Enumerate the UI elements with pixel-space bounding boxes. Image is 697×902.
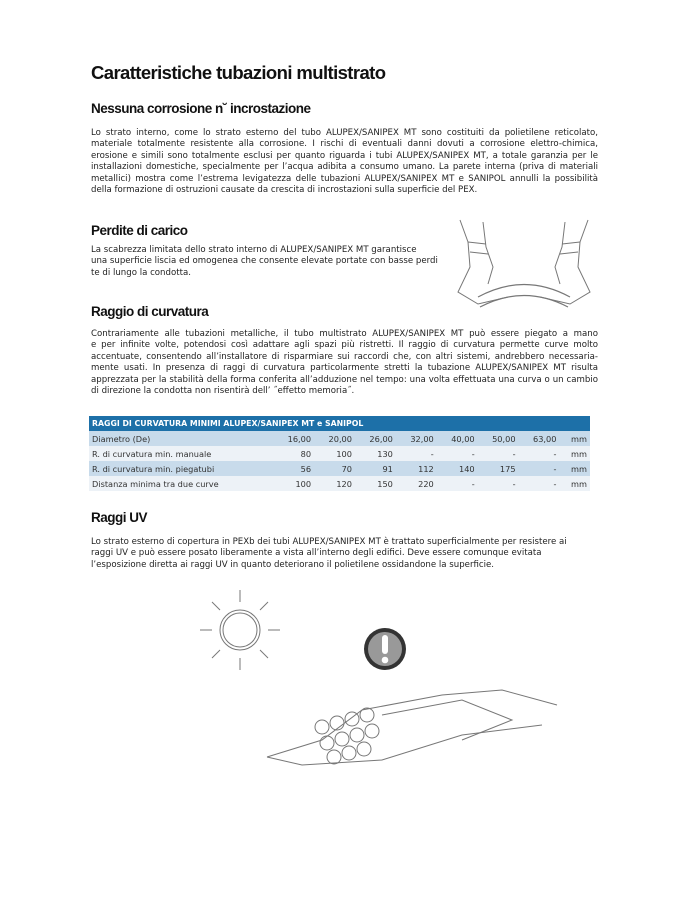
- pipe-end: [315, 720, 329, 734]
- paragraph-uv: [91, 537, 567, 571]
- curvature-table: [89, 416, 590, 491]
- sun-icon: [195, 585, 285, 675]
- table-row: [89, 476, 590, 491]
- table-cell: 175: [478, 461, 519, 476]
- table-cell: 150: [355, 476, 396, 491]
- text-line: una superficie liscia ed omogenea che consente elevate portate con basse perdi: [91, 256, 438, 267]
- table-cell: 140: [437, 461, 478, 476]
- table-cell: 20,00: [314, 431, 355, 446]
- table-row: [89, 461, 590, 476]
- page-title: Caratteristiche tubazioni multistrato: [91, 62, 386, 83]
- pipe-end: [365, 724, 379, 738]
- text-line: della formazione di ostruzioni causate da crescita di incrostazioni sulla superficie del PEX.: [91, 185, 478, 196]
- text-line: materiale totalmente resistente alla corrosione. I rischi di eventuali danni dovuti a corrosione elettro-chimica,: [91, 139, 598, 150]
- text-line: Lo strato esterno di copertura in PEXb dei tubi ALUPEX/SANIPEX MT è trattato superficialmente per resistere ai: [91, 537, 567, 547]
- table-cell: mm: [559, 461, 590, 476]
- table-cell: 32,00: [396, 431, 437, 446]
- table-cell: mm: [559, 476, 590, 491]
- heading-raggio: Raggio di curvatura: [91, 304, 209, 319]
- table-cell: -: [519, 476, 560, 491]
- table-cell: R. di curvatura min. manuale: [89, 446, 273, 461]
- table-cell: 80: [273, 446, 314, 461]
- table-cell: 26,00: [355, 431, 396, 446]
- table-cell: -: [437, 476, 478, 491]
- table-cell: -: [478, 446, 519, 461]
- warning-icon: [362, 626, 408, 672]
- text-line: erosione e simili sono totalmente esclusi per quanto riguarda i tubi ALUPEX/SANIPEX MT, a totale garanzia per le: [91, 150, 598, 161]
- pipes-bundle-illustration: [262, 685, 562, 775]
- table-cell: -: [478, 476, 519, 491]
- table-row: [89, 431, 590, 446]
- table-cell: -: [396, 446, 437, 461]
- table-cell: mm: [559, 446, 590, 461]
- text-line: accentuate, consentendo all’installatore di risparmiare sui raccordi che, con altri sistemi, andrebbero necessaria-: [91, 351, 598, 362]
- table-cell: 100: [314, 446, 355, 461]
- text-line: di direzione la condotta non risentirà dell’ ˝effetto memoria˝.: [91, 386, 355, 397]
- pipe-end: [350, 728, 364, 742]
- table-cell: mm: [559, 431, 590, 446]
- hands-bending-pipe-illustration: [448, 212, 603, 312]
- table-cell: -: [519, 446, 560, 461]
- table-caption: RAGGI DI CURVATURA MINIMI ALUPEX/SANIPEX MT e SANIPOL: [89, 416, 590, 431]
- text-line: Contrariamente alle tubazioni metalliche, il tubo multistrato ALUPEX/SANIPEX MT può essere piegato a mano: [91, 329, 598, 339]
- text-line: installazioni domestiche, specialmente per l’acqua adibita a consumo umano. La parete interna (priva di materiali: [91, 162, 598, 173]
- text-line: raggi UV e può essere posato liberamente a vista all’interno degli edifici. Deve essere comunque evitata: [91, 548, 542, 559]
- pipe-end: [320, 736, 334, 750]
- table-cell: 16,00: [273, 431, 314, 446]
- pipe-end: [357, 742, 371, 756]
- table-cell: Diametro (De): [89, 431, 273, 446]
- table-cell: 50,00: [478, 431, 519, 446]
- paragraph-perdite: [91, 245, 438, 279]
- table-cell: 120: [314, 476, 355, 491]
- table-cell: 220: [396, 476, 437, 491]
- pipe-end: [342, 746, 356, 760]
- table-row: [89, 446, 590, 461]
- table-cell: 56: [273, 461, 314, 476]
- pipe-end: [345, 712, 359, 726]
- table-cell: 112: [396, 461, 437, 476]
- text-line: La scabrezza limitata dello strato interno di ALUPEX/SANIPEX MT garantisce: [91, 245, 417, 255]
- text-line: metallici) mostra come l’estrema levigatezza delle tubazioni ALUPEX/SANIPEX MT e SANIPOL annulli la possibilità: [91, 173, 598, 184]
- table-cell: -: [519, 461, 560, 476]
- table-cell: 130: [355, 446, 396, 461]
- pipe-end: [360, 708, 374, 722]
- heading-corrosione: Nessuna corrosione n˘ incrostazione: [91, 101, 311, 116]
- text-line: Lo strato interno, come lo strato esterno del tubo ALUPEX/SANIPEX MT sono costituiti da polietilene reticolato,: [91, 128, 598, 138]
- table-cell: 91: [355, 461, 396, 476]
- table-cell: -: [437, 446, 478, 461]
- text-line: e per infinite volte, potendosi così adattare agli spazi più ristretti. Il raggio di curvatura permette curve molto: [91, 340, 598, 351]
- table-cell: 40,00: [437, 431, 478, 446]
- text-line: apprezzata per la stabilità della forma conferita all’adduzione nel tempo: una volta effettuata una curva o un cambio: [91, 374, 598, 385]
- heading-perdite: Perdite di carico: [91, 223, 188, 238]
- pipe-end: [327, 750, 341, 764]
- table-cell: 70: [314, 461, 355, 476]
- text-line: mente usati. In presenza di raggi di curvatura particolarmente stretti la tubazione ALUPEX/SANIPEX MT risulta: [91, 363, 598, 374]
- table-cell: R. di curvatura min. piegatubi: [89, 461, 273, 476]
- text-line: te di lungo la condotta.: [91, 267, 191, 278]
- table-cell: 100: [273, 476, 314, 491]
- table-cell: Distanza minima tra due curve: [89, 476, 273, 491]
- text-line: l’esposizione diretta ai raggi UV in quanto deteriorano il polietilene ossidandone la superficie.: [91, 559, 495, 570]
- paragraph-corrosione: [91, 128, 598, 196]
- heading-uv: Raggi UV: [91, 510, 148, 525]
- pipe-end: [335, 732, 349, 746]
- table-cell: 63,00: [519, 431, 560, 446]
- paragraph-raggio: [91, 329, 598, 397]
- pipe-end: [330, 716, 344, 730]
